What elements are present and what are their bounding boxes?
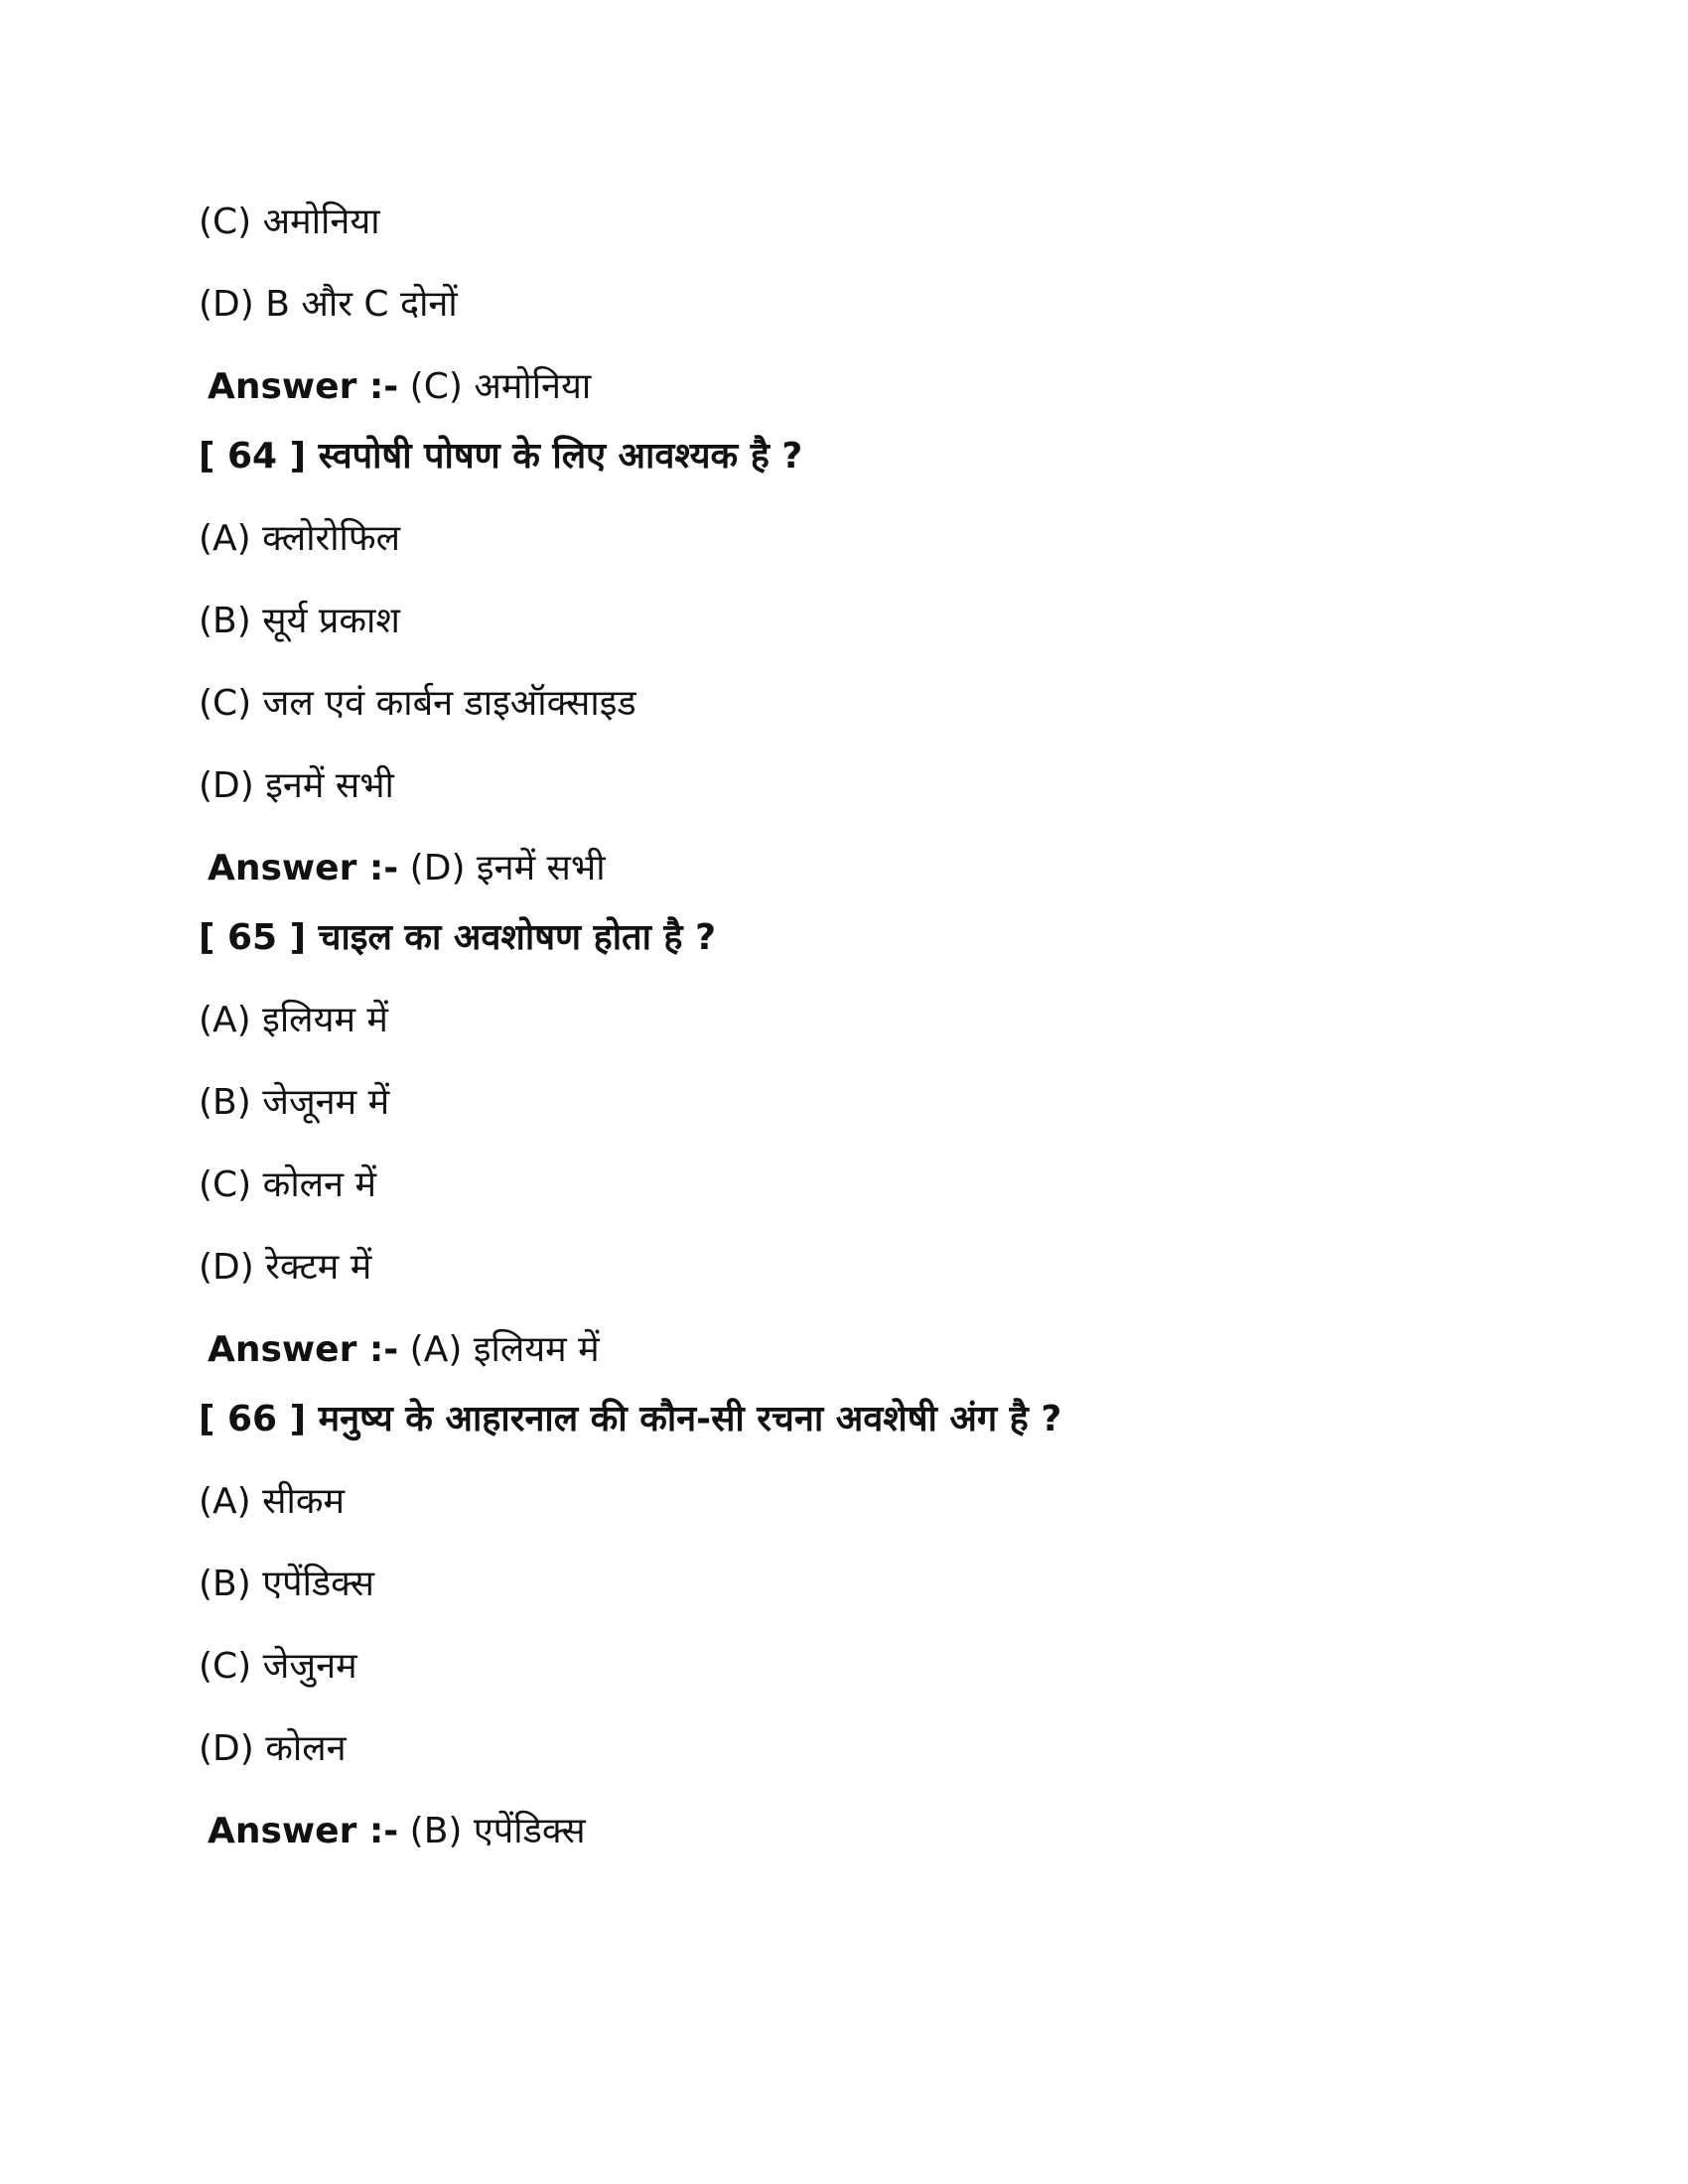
option-a: (A) सीकम [199,1481,345,1522]
option-d: (D) इनमें सभी [199,765,394,806]
option-c: (C) अमोनिया [199,202,380,242]
answer-line [208,1326,600,1374]
question-64-title: [ 64 ] स्वपोषी पोषण के लिए आवश्यक है ? [199,436,803,477]
question-66-title: [ 66 ] मनुष्य के आहारनाल की कौन-सी रचना अवशेषी अंग है ? [199,1399,1062,1439]
option-c: (C) कोलन में [199,1164,377,1205]
option-d: (D) B और C दोनों [199,284,458,325]
option-a: (A) क्लोरोफिल [199,518,401,559]
option-b: (B) एपेंडिक्स [199,1564,374,1604]
option-b: (B) जेजूनम में [199,1082,390,1123]
option-b: (B) सूर्य प्रकाश [199,601,400,641]
option-d: (D) कोलन [199,1728,347,1769]
answer-value: (C) अमोनिया [409,366,592,407]
option-d: (D) रेक्टम में [199,1247,372,1288]
answer-label: Answer :- [208,1811,399,1851]
option-c: (C) जल एवं कार्बन डाइऑक्साइड [199,683,636,724]
answer-value: (A) इलियम में [409,1329,600,1370]
option-c: (C) जेजुनम [199,1646,357,1687]
option-a: (A) इलियम में [199,1000,388,1040]
answer-label: Answer :- [208,366,399,407]
answer-line [208,363,591,411]
answer-line [208,1808,586,1855]
answer-label: Answer :- [208,1329,399,1370]
question-65-title: [ 65 ] चाइल का अवशोषण होता है ? [199,917,716,958]
answer-value: (D) इनमें सभी [409,848,606,888]
answer-label: Answer :- [208,848,399,888]
answer-line [208,845,606,892]
answer-value: (B) एपेंडिक्स [409,1811,586,1851]
